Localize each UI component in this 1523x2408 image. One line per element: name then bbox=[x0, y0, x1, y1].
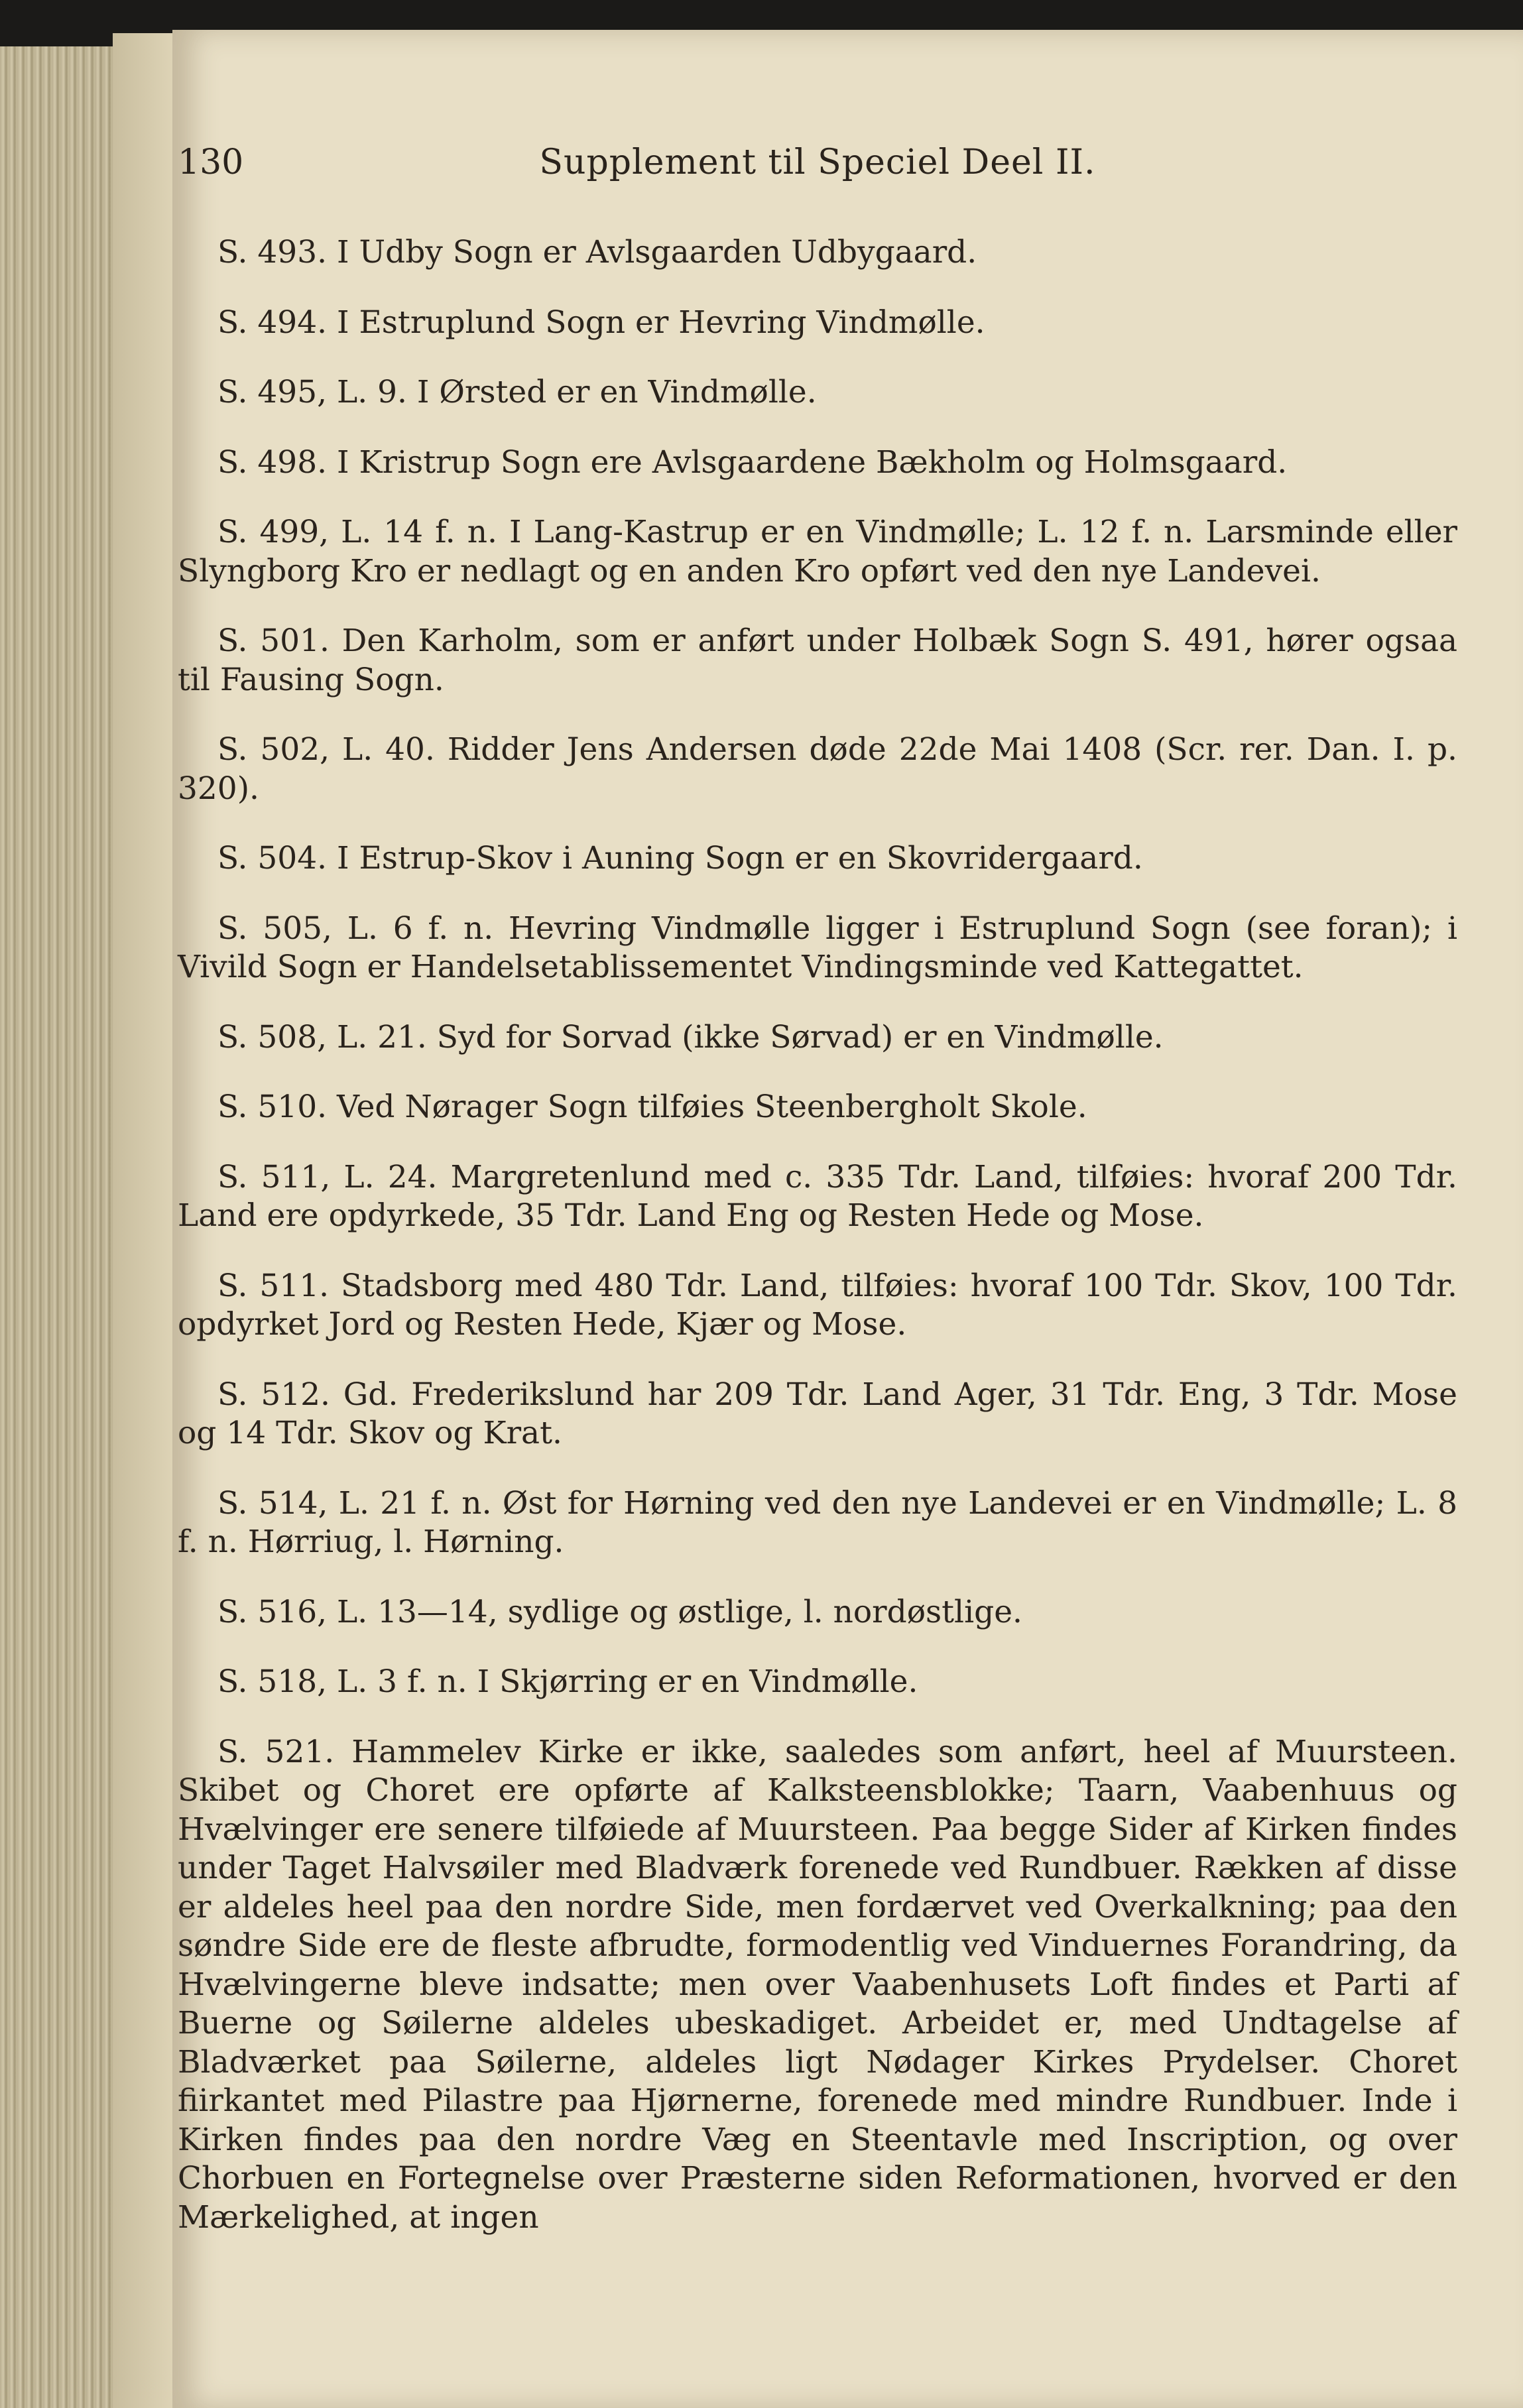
entry: S. 512. Gd. Frederikslund har 209 Tdr. Land Ager, 31 Tdr. Eng, 3 Tdr. Mose og 14 Tdr. Skov og Krat. bbox=[178, 1376, 1457, 1451]
page-content bbox=[178, 143, 1457, 2256]
page-number: 130 bbox=[178, 143, 244, 182]
entry: S. 502, L. 40. Ridder Jens Andersen døde 22de Mai 1408 (Scr. rer. Dan. I. p. 320). bbox=[178, 731, 1457, 807]
entry: S. 495, L. 9. I Ørsted er en Vindmølle. bbox=[217, 374, 817, 410]
entry: S. 505, L. 6 f. n. Hevring Vindmølle ligger i Estruplund Sogn (see foran); i Vivild Sogn er Handelsetablissementet Vindingsminde ved Kattegattet. bbox=[178, 910, 1457, 985]
entry: S. 499, L. 14 f. n. I Lang-Kastrup er en Vindmølle; L. 12 f. n. Larsminde eller Slyngborg Kro er nedlagt og en anden Kro opført ved den nye Landevei. bbox=[178, 514, 1457, 589]
entry: S. 501. Den Karholm, som er anført under Holbæk Sogn S. 491, hører ogsaa til Fausing Sogn. bbox=[178, 623, 1457, 698]
entry: S. 510. Ved Nørager Sogn tilføies Steenbergholt Skole. bbox=[217, 1089, 1087, 1125]
entry: S. 504. I Estrup-Skov i Auning Sogn er en Skovridergaard. bbox=[217, 840, 1143, 876]
entry: S. 514, L. 21 f. n. Øst for Hørning ved den nye Landevei er en Vindmølle; L. 8 f. n. Hørriug, l. Hørning. bbox=[178, 1484, 1457, 1560]
page-header bbox=[178, 143, 1457, 202]
entry: S. 498. I Kristrup Sogn ere Avlsgaardene Bækholm og Holmsgaard. bbox=[217, 444, 1288, 481]
running-title: Supplement til Speciel Deel II. bbox=[539, 143, 1096, 182]
entry: S. 508, L. 21. Syd for Sorvad (ikke Sørvad) er en Vindmølle. bbox=[217, 1018, 1164, 1055]
entry: S. 516, L. 13—14, sydlige og østlige, l. nordøstlige. bbox=[217, 1593, 1022, 1630]
entry: S. 511, L. 24. Margretenlund med c. 335 Tdr. Land, tilføies: hvoraf 200 Tdr. Land ere opdyrkede, 35 Tdr. Land Eng og Resten Hede og Mose. bbox=[178, 1158, 1457, 1234]
entry-list bbox=[178, 233, 1457, 2237]
entry: S. 518, L. 3 f. n. I Skjørring er en Vindmølle. bbox=[217, 1663, 918, 1700]
entry: S. 493. I Udby Sogn er Avlsgaarden Udbygaard. bbox=[217, 234, 977, 271]
entry: S. 521. Hammelev Kirke er ikke, saaledes som anført, heel af Muursteen. Skibet og Choret ere opførte af Kalksteensblokke; Taarn, Vaabenhuus og Hvælvinger ere senere tilføiede af Muursteen. Paa begge Sider af Kirken findes under Taget Halvsøiler med Bladværk forenede ved Rundbuer. Rækken af disse er aldeles heel paa den nordre Side, men fordærvet ved Overkalkning; paa den søndre Side ere de fleste afbrudte, formodentlig ved Vinduernes Forandring, da Hvælvingerne bleve indsatte; men over Vaabenhusets Loft findes et Parti af Buerne og Søilerne aldeles ubeskadiget. Arbeidet er, med Undtagelse af Bladværket paa Søilerne, aldeles ligt Nødager Kirkes Prydelser. Choret fiirkantet med Pilastre paa Hjørnerne, forenede med mindre Rundbuer. Inde i Kirken findes paa den nordre Væg en Steentavle med Inscription, og over Chorbuen en Fortegnelse over Præsterne siden Reformationen, hvorved er den Mærkelighed, at ingen bbox=[178, 1733, 1457, 2236]
entry: S. 494. I Estruplund Sogn er Hevring Vindmølle. bbox=[217, 304, 985, 341]
entry: S. 511. Stadsborg med 480 Tdr. Land, tilføies: hvoraf 100 Tdr. Skov, 100 Tdr. opdyrket Jord og Resten Hede, Kjær og Mose. bbox=[178, 1267, 1457, 1343]
